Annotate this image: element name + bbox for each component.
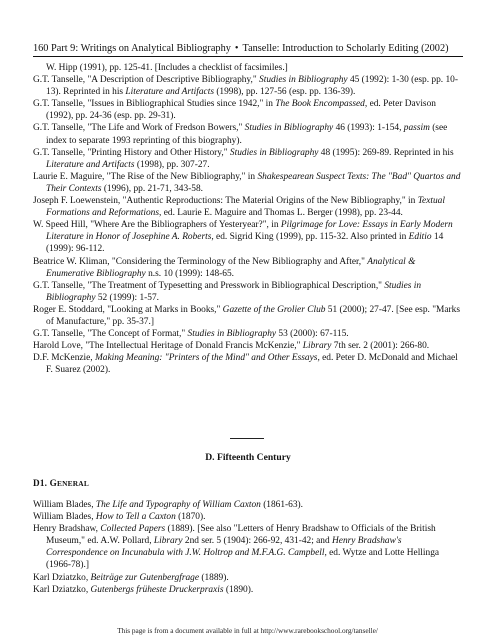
reference-text: D.F. McKenzie,	[33, 353, 95, 364]
reference-title: passim	[403, 123, 430, 134]
reference-text: (1998), pp. 307-27.	[134, 159, 210, 170]
reference-text: G.T. Tanselle, "The Life and Work of Fredson Bowers,"	[33, 123, 245, 134]
reference-entry	[33, 122, 463, 146]
reference-title: Studies in Bibliography	[229, 147, 319, 158]
subsection-rest: ENERAL	[56, 479, 89, 488]
reference-entry	[33, 98, 463, 122]
reference-entry	[33, 256, 463, 280]
reference-list-part2	[33, 499, 463, 596]
reference-title: Gutenbergs früheste Druckerpraxis	[90, 584, 224, 595]
reference-entry	[33, 195, 463, 219]
reference-text: n.s. 10 (1999): 148-65.	[145, 268, 235, 279]
reference-title: Literature and Artifacts	[125, 87, 214, 98]
reference-text: (1998), pp. 127-56 (esp. pp. 136-39).	[213, 87, 356, 98]
reference-entry	[33, 62, 463, 74]
reference-title: Henry Bradshaw's Correspondence on Incunabula with J.W. Holtrop and M.F.A.G. Campbell	[46, 536, 402, 559]
reference-title: Studies in Bibliography	[244, 123, 334, 134]
reference-title: Textual Formations and Reformations	[46, 196, 445, 219]
reference-text: W. Speed Hill, "Where Are the Bibliographers of Yesteryear?", in	[33, 220, 281, 231]
running-header	[33, 42, 463, 55]
reference-text: (1996), pp. 21-71, 343-58.	[101, 183, 204, 194]
reference-text: G.T. Tanselle, "Printing History and Other History,"	[33, 147, 230, 158]
header-chapter: Tanselle: Introduction to Scholarly Editing (2002)	[242, 43, 449, 54]
reference-title: Editio	[408, 232, 432, 243]
reference-title: Shakespearean Suspect Texts: The "Bad" Quartos and Their Contexts	[46, 171, 461, 194]
reference-text: , ed. Laurie E. Maguire and Thomas L. Berger (1998), pp. 23-44.	[159, 208, 403, 219]
reference-text: Harold Love, "The Intellectual Heritage of Donald Francis McKenzie,"	[33, 341, 303, 352]
reference-title: Beiträge zur Gutenbergfrage	[90, 572, 200, 583]
reference-text: G.T. Tanselle, "The Treatment of Typesetting and Presswork in Bibliographical Description,"	[33, 280, 385, 291]
reference-text: 45 (1992): 1-30 (esp. pp. 10-13). Reprinted in his	[46, 75, 458, 98]
reference-text: Karl Dziatzko,	[33, 572, 91, 583]
reference-entry	[33, 219, 463, 255]
reference-text: G.T. Tanselle, "A Description of Descriptive Bibliography,"	[33, 75, 260, 86]
reference-text: 7th ser. 2 (2001): 266-80.	[331, 341, 430, 352]
reference-entry	[33, 572, 463, 584]
reference-entry	[33, 352, 463, 376]
reference-text: (see index to separate 1993 reprinting of this biography).	[46, 123, 448, 146]
reference-entry	[33, 499, 463, 511]
reference-text: Joseph F. Loewenstein, "Authentic Reproductions: The Material Origins of the New Bibliography," in	[33, 196, 418, 207]
header-rule	[33, 56, 463, 57]
reference-text: William Blades,	[33, 512, 96, 523]
reference-title: Pilgrimage for Love: Essays in Early Modern Literature in Honor of Josephine A. Roberts	[46, 220, 453, 243]
reference-text: Henry Bradshaw,	[33, 524, 101, 535]
section-separator	[230, 438, 264, 439]
reference-entry	[33, 511, 463, 523]
reference-text: William Blades,	[33, 500, 96, 510]
header-page-ref: 160 Part 9: Writings on Analytical Bibliography	[33, 43, 231, 54]
reference-text: , ed. Peter Davison (1992), pp. 24-36 (esp. pp. 29-31).	[46, 99, 436, 122]
reference-text: , ed. Sigrid King (1999), pp. 115-32. Also printed in	[211, 232, 409, 243]
reference-text: Roger E. Stoddard, "Looking at Marks in Books,"	[33, 304, 223, 315]
reference-list-part1	[33, 62, 463, 376]
reference-text: Karl Dziatzko,	[33, 584, 91, 595]
reference-text: 14 (1999): 96-112.	[46, 232, 444, 255]
reference-entry	[33, 328, 463, 340]
reference-title: Studies in Bibliography	[259, 75, 348, 86]
reference-text: G.T. Tanselle, "The Concept of Format,"	[33, 329, 188, 340]
reference-text: 51 (2000); 27-47. [See esp. "Marks of Manufacture," pp. 35-37.]	[46, 304, 460, 327]
subsection-title	[33, 478, 89, 488]
reference-text: 53 (2000): 67-115.	[276, 329, 349, 340]
reference-title: The Life and Typography of William Caxton	[95, 500, 261, 510]
reference-title: Analytical & Enumerative Bibliography	[46, 256, 416, 279]
reference-entry	[33, 304, 463, 328]
reference-entry	[33, 280, 463, 304]
reference-text: (1889).	[199, 572, 229, 583]
reference-text: (1889). [See also "Letters of Henry Bradshaw to Officials of the British Museum," ed. A.W. Pollard,	[46, 524, 436, 547]
reference-text: , ed. Wytze and Lotte Hellinga (1966-78).]	[46, 548, 440, 571]
reference-title: Library	[302, 341, 332, 352]
reference-text: G.T. Tanselle, "Issues in Bibliographical Studies since 1942," in	[33, 99, 276, 110]
header-bullet: •	[234, 43, 239, 54]
reference-title: Literature and Artifacts	[46, 159, 135, 170]
reference-title: Making Meaning: "Printers of the Mind" and Other Essays	[95, 353, 318, 364]
reference-text: , ed. Peter D. McDonald and Michael F. Suarez (2002).	[46, 353, 458, 376]
reference-title: Library	[153, 536, 183, 547]
reference-text: Laurie E. Maguire, "The Rise of the New Bibliography," in	[33, 171, 258, 182]
reference-entry	[33, 171, 463, 195]
reference-title: Collected Papers	[100, 524, 166, 535]
reference-text: 2nd ser. 5 (1904): 266-92, 431-42; and	[182, 536, 333, 547]
reference-text: (1861-63).	[260, 500, 304, 510]
reference-entry	[33, 523, 463, 571]
reference-text: (1890).	[223, 584, 254, 595]
reference-entry	[33, 74, 463, 98]
reference-title: Studies in Bibliography	[46, 280, 422, 303]
reference-text: W. Hipp (1991), pp. 125-41. [Includes a checklist of facsimiles.]	[46, 63, 288, 73]
reference-title: How to Tell a Caxton	[95, 512, 176, 523]
subsection-num: D1. G	[33, 478, 57, 488]
section-title: D. Fifteenth Century	[205, 452, 291, 463]
reference-text: Beatrice W. Kliman, "Considering the Terminology of the New Bibliography and After,"	[33, 256, 368, 267]
reference-text: (1870).	[175, 512, 206, 523]
reference-title: Gazette of the Grolier Club	[222, 304, 326, 315]
reference-title: Studies in Bibliography	[187, 329, 277, 340]
reference-text: 48 (1995): 269-89. Reprinted in his	[318, 147, 454, 158]
reference-title: The Book Encompassed	[275, 99, 365, 110]
reference-text: 52 (1999): 1-57.	[95, 292, 160, 303]
reference-entry	[33, 340, 463, 352]
reference-entry	[33, 147, 463, 171]
reference-entry	[33, 584, 463, 596]
reference-text: 46 (1993): 1-154,	[333, 123, 404, 134]
page-footer[interactable]: This page is from a document available in full at http://www.rarebookschool.org/tanselle/	[117, 626, 378, 635]
